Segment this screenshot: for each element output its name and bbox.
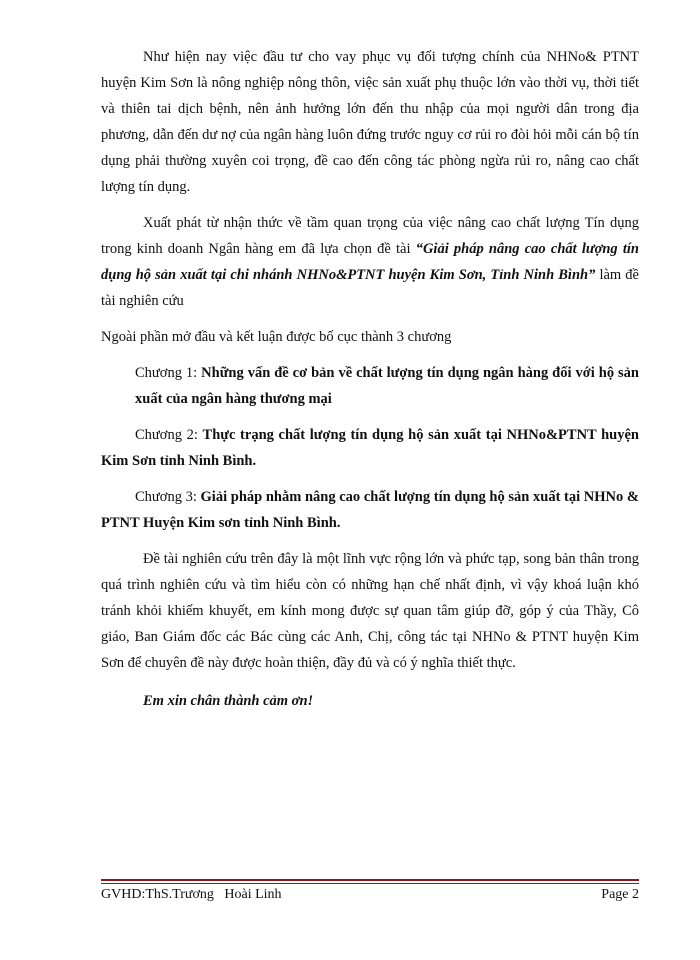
paragraph-topic (101, 210, 639, 314)
page-footer (101, 887, 639, 903)
topic-title: “Giải pháp nâng cao chất lượng tín dụng hộ sản xuất tại chi nhánh NHNo&PTNT huyện Kim Sơn, Tỉnh Ninh Bình” (101, 241, 639, 283)
topic-lead-text: Xuất phát từ nhận thức về tầm quan trọng của việc nâng cao chất lượng Tín dụng trong kinh doanh Ngân hàng em đã lựa chọn đề tài (101, 215, 639, 257)
paragraph-closing: Đề tài nghiên cứu trên đây là một lĩnh vực rộng lớn và phức tạp, song bản thân trong quá trình nghiên cứu và tìm hiểu còn có những hạn chế nhất định, vì vậy khoá luận khó tránh khỏi khiếm khuyết, em kính mong được sự quan tâm giúp đỡ, góp ý của Thầy, Cô giáo, Ban Giám đốc các Bác cùng các Anh, Chị, công tác tại NHNo & PTNT huyện Kim Sơn để chuyên đề này được hoàn thiện, đầy đủ và có ý nghĩa thiết thực. (101, 551, 639, 671)
page-content (101, 44, 639, 714)
chapter-3-label: Chương 3: (135, 489, 201, 505)
footer-supervisor: GVHD:ThS.Trương Hoài Linh (101, 887, 282, 902)
chapter-3 (101, 484, 639, 536)
chapter-3-title: Giải pháp nhằm nâng cao chất lượng tín dụng hộ sản xuất tại NHNo & PTNT Huyện Kim sơn tỉnh Ninh Bình. (101, 489, 639, 531)
chapter-1-title: Những vấn đề cơ bản về chất lượng tín dụng ngân hàng đối với hộ sản xuất của ngân hàng thương mại (135, 365, 639, 407)
chapter-1 (101, 360, 639, 412)
chapter-2-title: Thực trạng chất lượng tín dụng hộ sản xuất tại NHNo&PTNT huyện Kim Sơn tỉnh Ninh Bình. (101, 427, 639, 469)
chapter-2 (101, 422, 639, 474)
paragraph-intro: Như hiện nay việc đầu tư cho vay phục vụ đối tượng chính của NHNo& PTNT huyện Kim Sơn là nông nghiệp nông thôn, việc sản xuất phụ thuộc lớn vào thời vụ, thời tiết và thiên tai dịch bệnh, nên ảnh hưởng lớn đến thu nhập của mọi người dân trong địa phương, dẫn đến dư nợ của ngân hàng luôn đứng trước nguy cơ rủi ro đòi hỏi mỗi cán bộ tín dụng phải thường xuyên coi trọng, đề cao đến công tác phòng ngừa rủi ro, nâng cao chất lượng tín dụng. (101, 49, 639, 195)
footer-rule-thin (101, 883, 639, 884)
chapter-2-label: Chương 2: (135, 427, 203, 443)
paragraph-structure: Ngoài phần mở đầu và kết luận được bố cục thành 3 chương (101, 329, 452, 345)
footer-rule-thick (101, 879, 639, 881)
chapter-1-label: Chương 1: (135, 365, 202, 381)
footer-page-number: Page 2 (601, 887, 639, 902)
thanks-line: Em xin chân thành cảm ơn! (143, 693, 314, 709)
topic-tail-text: làm đề tài nghiên cứu (101, 267, 639, 309)
